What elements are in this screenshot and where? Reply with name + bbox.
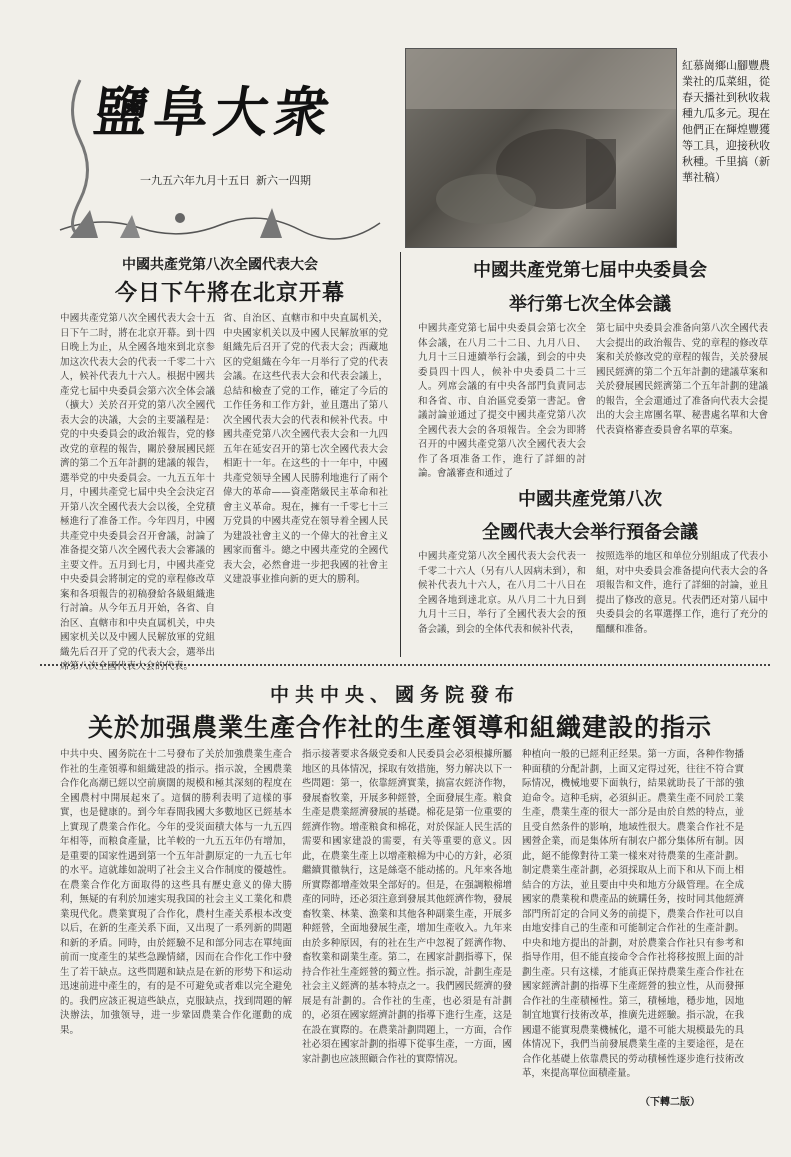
masthead-title: 鹽阜大衆 <box>90 80 340 144</box>
article1-col1: 中國共產党第八次全國代表大会十五日下午二时，將在北京开幕。到十四日晚上为止，从全國各地來到北京参加这次代表大会的代表一千零二十六人，候补代表九十六人。根据中國共產党七届中央委員会第六次全体会議（擴大）关於召开党的第八次全國代表大会的决議，大会的主要議程是：党的中央委員会的政治報告，党的修改党的章程的報告，關於發展國民經濟的第二个五年計劃的建議的報告，選举党的中央委員会。一九五五年十月，中國共產党七届中央全会決定召开第八次全國代表大会以後，全党積極進行了准备工作。今年四月，中國共產党中央委員会召开會議，討論了准备提交第八次全國代表大会審議的主要文件。五月到七月，中國共產党中央委員会將制定的党的章程修改草案和各項報告的初稿發給各級組織進行討論。从今年五月开始，各省、自治区、直轄市和中央直属机关，中央國家机关以及中國人民解放軍的党組織先后召开了党的代表大会，選举出席第八次全國代表大会的代表。 <box>60 313 215 672</box>
article1-kicker: 中國共產党第八次全國代表大会 <box>122 257 318 273</box>
directive-col1: 中共中央、國务院在十二号發布了关於加強農業生產合作社的生產領導和組織建設的指示。指示說，全國農業合作化高潮已經以空前廣闊的規模和極其深刻的程度在全國農村中開展起來了。這個的勝利表明了這樣的事實，也是健康的。到今年春間我國大多數地区已經基本上實现了農業合作化。今年的受災面積大体与一九五四年相等，而粮食產量，比羊較的一九五五年仍有增加，是重要的国家性遇到第一个五年計劃原定的一九五七年的水平。這就雄如說明了社会主义合作制度的優越性。在農業合作化方面取得的这些具有歷史意义的偉大勝利，無疑的有利於加速实現我国的社会主义工業化和農業現代化。農業實現了合作化，農村生產关系根本改变以后，在新的生產关系下面，又出現了一系列新的問題和新的矛盾。同時，由於經驗不足和部分同志在單纯面前而一度產生的某些急躁情緒，因而在合作化工作中發生了若干缺点。这些問題和缺点是在新的形势下和运动迅速前进中產生的，有的是不可避免或者难以完全避免的。我們应該正視這些缺点，克服缺点，找到問題的解決辦法，加強领导，进一步鞏固農業合作化運動的成果。 <box>60 749 292 1036</box>
issue-number: 新六一四期 <box>256 174 311 187</box>
front-photo <box>405 48 677 248</box>
article3-headline-line2: 全國代表大会举行預备会議 <box>482 522 698 543</box>
article2-headline-line2: 举行第七次全体会議 <box>509 294 671 315</box>
article1-col2: 省、自治区、直轄市和中央直属机关，中央國家机关以及中國人民解放軍的党組織先后召开了党的代表大会；西藏地区的党組織在今年一月举行了党的代表会議。在这些代表大会和代表会議上，总結和檢查了党的工作，確定了今后的工作任务和工作方針，並且選出了第八次全國代表大会的代表和候补代表。中國共產党第八次全國代表大会和一九四五年在延安召开的第七次全國代表大会相距十一年。在这些的十一年中，中國共產党领导全國人民勝利地進行了兩个偉大的革命——資產階級民主革命和社會主义革命。現在，擁有一千零七十三万党員的中國共產党在領导着全國人民为建設社會主义的一个偉大的社會主义國家而奮斗。總之中國共產党的全國代表大会，必然會进一步把我國的社會主义建設事业推向新的更大的勝利。 <box>223 313 388 585</box>
issue-date: 一九五六年九月十五日 <box>140 174 250 187</box>
article1-headline: 今日下午將在北京开幕 <box>114 280 345 306</box>
directive-col3: 种植向一般的已經利正经果。第一方面，各种作物播种面積的分配計劃，上面又定得过死，往往不符合實际情况，機械地要下面執行，結果就助長了干部的強迫命令。這种毛病，必須糾正。農業生產不同於工業生產，農業生產的很大一部分是由於自然的特点，並且受自然条件的影响，地域性很大。農業合作社不是國營企業，而是集体所有制农户都分集体所有制。因此，絕不能像對待工業一樣來对待農業的生產計劃。制定農業生產計劃，必須採取从上而下和从下而上相結合的方法，並且要由中央和地方分級管理。在全成國家的農業稅和農產品的統購任务，按时同其他經濟部門所訂定的合同义务的前提下，農業合作社可以自由地安排自己的生產和可能制定合作社的生產計劃。中央和地方提出的計劃，对於農業合作社只有参考和指导作用，但不能直接命令合作社将移按照上面的計劃生產。只有这樣，才能真正保持農業生產合作社在國家經濟計劃的指導下生產經營的独立性，从而發揮合作社的生產積極性。第三，積極地，穩步地，因地制宜地實行技術改革，推廣先进經驗。指示說，在我國還不能實現農業機械化，還不可能大規模最先的具体情况下，我們当前發展農業生產的主要途徑，是在合作化基礎上依靠農民的勞动積極性逐步進行技術改革，來提高單位面積產量。 <box>522 749 744 1079</box>
article2-col1: 中國共產党第七届中央委員会第七次全体会議，在八月二十二日、九月八日、九月十三日連續举行会議，到会的中央委員四十四人，候补中央委員二十三人。列席会議的有中央各部門負責同志和各省、市、自治區党委第一書記。會議討論並通过了提交中國共產党第八次全國代表大会的各項報告。全会为即將召开的中國共產党第八次全國代表大会作了各項准备工作，進行了詳細的討論。會議審查和通过了 <box>418 323 586 479</box>
directive-headline: 关於加强農業生產合作社的生產領導和組織建設的指示 <box>87 713 712 742</box>
article3-col2: 按照选举的地区和单位分别組成了代表小組，对中央委員会准备提向代表大会的各項報告和文件，進行了詳細的討論，並且提出了修改的意見。代表們还对第八届中央委員会的名單選擇工作，進行了充分的醞釀和准备。 <box>596 551 768 635</box>
photo-caption: 紅慕崗鄉山腳豐農業社的瓜菜組，從春天播社到秋收栽種九瓜多元。現在他們正在輝煌豐獲等工具，迎接秋收秋種。千里搞（新華社稿） <box>682 59 770 184</box>
directive-issuer: 中共中央、國务院發布 <box>269 684 520 706</box>
article2-col2: 第七届中央委員会准备向第八次全國代表大会提出的政治報告、党的章程的修改草案和关於修改党的章程的報告，关於發展國民經濟的第二个五年計劃的建議草案和关於發展國民經濟第二个五年計劃的建議的報告，全会還通过了准备向代表大会提出的大会主席團名單、秘書處名單和大會代表資格審查委員會名單的草案。 <box>596 323 768 436</box>
article3-col1: 中國共產党第八次全國代表大会代表一千零二十六人（另有八人因病未到），和候补代表九十六人，在八月二十八日在全國各地到達北京。从八月二十九日到九月十三日，举行了全國代表大会的預备会議，到会的全体代表和候补代表， <box>418 551 586 635</box>
column-rule <box>400 252 401 657</box>
masthead-decoration <box>60 70 100 240</box>
directive-col2: 指示接著要求各級党委和人民委員会必須根據所屬地区的具体情况，採取有效措施，努力解决以下一些問題：第一，依靠經濟實業，搞富农經济作物，發展畜牧業，开展多种經營，全面發展生產。粮食生產是農業經濟發展的基礎。棉花是第一位重要的經濟作物。增產粮食和棉花，对於保証人民生活的需要和國家建設的需要，有关等重要的意义。因此，在農業生產上以增產粮棉为中心的方針，必須繼續貫徹執行，这是絲毫不能动搖的。凡年來各地所實際都增產效果全部好的。但是，在强調粮棉增產的同時，还必須注意到發展其他經濟作物，發展畜牧業、林業、漁業和其他各种副業生產，开展多种經營，全面地發展生產，增加生產收入。九年来由於多种原因，有的社在生产中忽視了經濟作物、畜牧業和副業生產。第二，在國家計劃指導下，保持合作社生產經營的獨立性。指示說，計劃生產是社会主义經濟的基本特点之一。我們國民經濟的發展是有計劃的。合作社的生產，也必須是有計劃的，必須在國家經濟計劃的指導下進行生產，这是在設在實際的。在農業計劃問題上，一方面，合作社必須在國家計劃的指導下從事生產，一方面，國家計劃也应該照顧合作社的實際情况。 <box>302 749 512 1065</box>
continued-note: （下轉二版） <box>640 1097 700 1108</box>
masthead-illustration <box>60 190 380 240</box>
article2-headline-line1: 中國共產党第七届中央委員会 <box>473 260 707 281</box>
section-divider <box>40 664 770 666</box>
article3-headline-line1: 中國共產党第八次 <box>518 489 662 510</box>
